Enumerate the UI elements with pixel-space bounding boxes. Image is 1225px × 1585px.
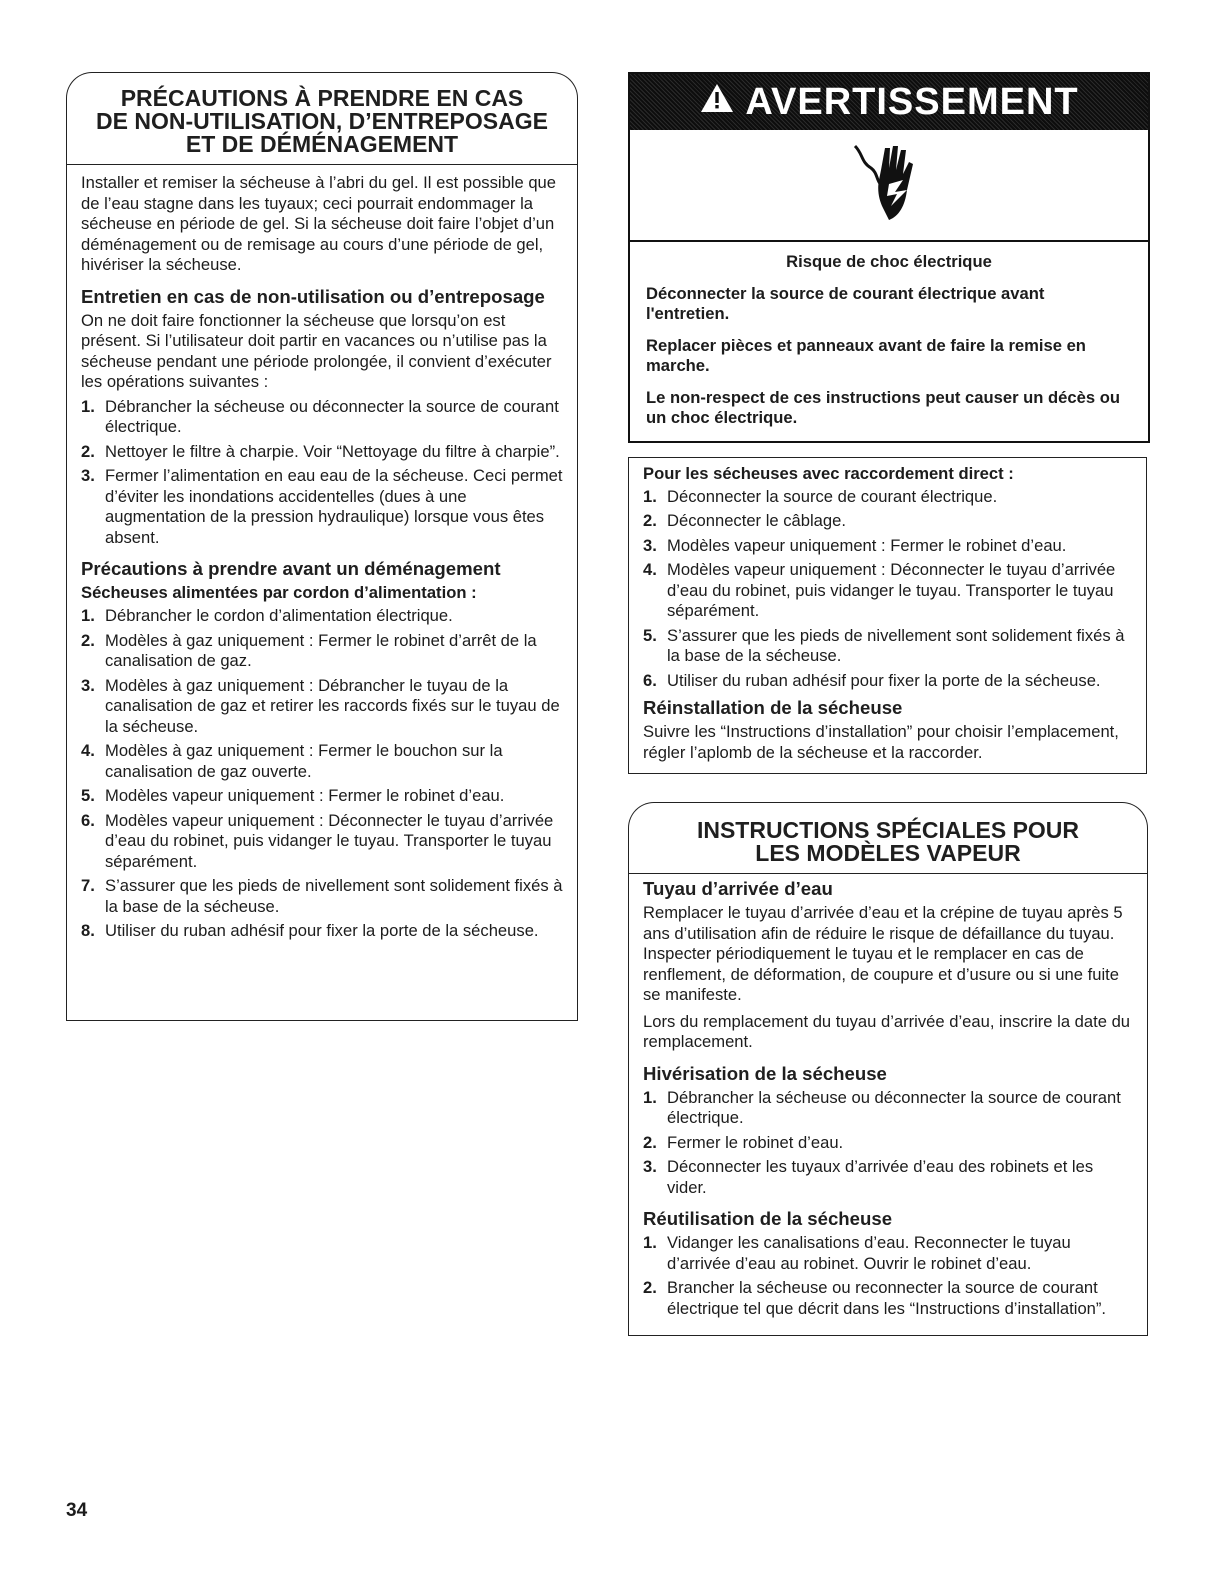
list-item	[643, 1233, 1133, 1274]
storage-title	[66, 72, 578, 164]
direct-title: Pour les sécheuses avec raccordement direct :	[643, 463, 1014, 483]
warning-box	[628, 72, 1150, 443]
item-text: Fermer l’alimentation en eau eau de la sécheuse. Ceci permet d’éviter les inondations accidentelles (dues à une augmentation de la pression hydraulique) lorsque vous êtes absent.	[105, 466, 563, 547]
item-text: Débrancher le cordon d’alimentation électrique.	[105, 606, 453, 625]
list-item	[81, 811, 563, 873]
item-number: 3.	[81, 466, 95, 485]
page-number: 34	[66, 1500, 88, 1521]
list-item	[81, 676, 563, 738]
item-number: 3.	[643, 535, 657, 555]
title-line: LES MODÈLES VAPEUR	[755, 840, 1021, 866]
storage-precautions-box	[66, 72, 578, 1021]
item-text: Modèles à gaz uniquement : Fermer le robinet d’arrêt de la canalisation de gaz.	[105, 630, 537, 670]
item-text: Fermer le robinet d’eau.	[667, 1132, 844, 1152]
list-item	[643, 1088, 1133, 1129]
item-text: Nettoyer le filtre à charpie. Voir “Nettoyage du filtre à charpie”.	[105, 441, 560, 461]
item-text: Débrancher la sécheuse ou déconnecter la source de courant électrique.	[105, 396, 559, 436]
item-number: 4.	[81, 741, 95, 760]
direct-connect-box	[628, 457, 1147, 775]
item-text: S’assurer que les pieds de nivellement sont solidement fixés à la base de la sécheuse.	[105, 876, 563, 916]
title-line: ET DE DÉMÉNAGEMENT	[185, 131, 459, 157]
item-number: 5.	[81, 786, 95, 805]
item-number: 5.	[643, 625, 657, 645]
list-item	[81, 466, 563, 548]
list-item	[643, 536, 1132, 557]
list-item	[643, 671, 1132, 692]
title-line: DE NON-UTILISATION, D’ENTREPOSAGE	[96, 108, 548, 134]
item-number: 2.	[643, 1278, 657, 1297]
list-item	[81, 876, 563, 917]
electric-shock-icon	[630, 130, 1148, 242]
list-item	[643, 1133, 1133, 1154]
section-heading: Précautions à prendre avant un déménagement	[81, 558, 501, 579]
section-heading: Entretien en cas de non-utilisation ou d’entreposage	[81, 285, 545, 307]
list-item	[643, 1278, 1133, 1319]
list-item	[643, 1157, 1133, 1198]
item-text: S’assurer que les pieds de nivellement sont solidement fixés à la base de la sécheuse.	[667, 625, 1125, 665]
item-number: 2.	[81, 441, 95, 461]
title-line: PRÉCAUTIONS À PRENDRE EN CAS	[120, 85, 524, 111]
item-number: 4.	[643, 560, 657, 579]
item-number: 2.	[643, 511, 657, 530]
item-number: 6.	[643, 670, 657, 690]
title-line: INSTRUCTIONS SPÉCIALES POUR	[696, 817, 1080, 843]
item-text: Modèles à gaz uniquement : Fermer le bouchon sur la canalisation de gaz ouverte.	[105, 741, 503, 781]
winterize-steps	[643, 1088, 1133, 1199]
list-item	[81, 786, 563, 807]
item-number: 8.	[81, 921, 95, 940]
item-text: Déconnecter le câblage.	[667, 511, 846, 530]
list-item	[81, 631, 563, 672]
section-heading: Tuyau d’arrivée d’eau	[643, 878, 833, 899]
list-item	[643, 560, 1132, 622]
warning-line: Déconnecter la source de courant électrique avant l'entretien.	[646, 283, 1045, 323]
item-text: Brancher la sécheuse ou reconnecter la source de courant électrique tel que décrit dans les “Instructions d’installation”.	[667, 1278, 1107, 1318]
reuse-steps	[643, 1233, 1133, 1319]
item-text: Modèles vapeur uniquement : Déconnecter le tuyau d’arrivée d’eau du robinet, puis vidanger le tuyau. Transporter le tuyau séparément.	[667, 560, 1116, 620]
steam-instructions-box	[628, 802, 1148, 1336]
item-number: 1.	[643, 486, 657, 506]
item-number: 1.	[81, 396, 95, 416]
list-item	[81, 606, 563, 627]
subsection-heading: Sécheuses alimentées par cordon d’alimentation :	[81, 583, 477, 602]
item-number: 1.	[643, 1233, 657, 1252]
reinstall-text: Suivre les “Instructions d’installation” pour choisir l’emplacement, régler l’aplomb de la sécheuse et la raccorder.	[643, 722, 1119, 762]
item-text: Modèles vapeur uniquement : Fermer le robinet d’eau.	[667, 535, 1067, 555]
item-text: Utiliser du ruban adhésif pour fixer la porte de la sécheuse.	[105, 921, 539, 940]
item-number: 3.	[81, 675, 95, 695]
hose-paragraph: Remplacer le tuyau d’arrivée d’eau et la crépine de tuyau après 5 ans d’utilisation afin de réduire le risque de défaillance du tuyau. Inspecter périodiquement le tuyau et le remplacer en cas de renflement, de déformation, de coupure et d’usure ou si une fuite se manifeste.	[643, 903, 1123, 1004]
item-text: Déconnecter les tuyaux d’arrivée d’eau des robinets et les vider.	[667, 1157, 1094, 1197]
item-text: Modèles vapeur uniquement : Déconnecter le tuyau d’arrivée d’eau du robinet, puis vidanger le tuyau. Transporter le tuyau séparément.	[105, 810, 554, 871]
moving-steps	[81, 606, 563, 942]
item-number: 6.	[81, 810, 95, 830]
warning-line: Replacer pièces et panneaux avant de faire la remise en marche.	[646, 335, 1086, 375]
list-item	[643, 511, 1132, 532]
item-text: Vidanger les canalisations d’eau. Reconnecter le tuyau d’arrivée d’eau au robinet. Ouvrir le robinet d’eau.	[667, 1233, 1071, 1273]
section-heading: Réinstallation de la sécheuse	[643, 697, 903, 718]
list-item	[643, 626, 1132, 667]
list-item	[81, 397, 563, 438]
hose-paragraph: Lors du remplacement du tuyau d’arrivée d’eau, inscrire la date du remplacement.	[643, 1011, 1131, 1051]
item-number: 1.	[643, 1087, 657, 1107]
section-heading: Hivérisation de la sécheuse	[643, 1062, 887, 1084]
item-text: Déconnecter la source de courant électrique.	[667, 486, 998, 506]
list-item	[81, 442, 563, 463]
risk-label: Risque de choc électrique	[786, 252, 992, 271]
warning-triangle-icon	[699, 81, 735, 124]
item-number: 3.	[643, 1157, 657, 1176]
item-text: Modèles vapeur uniquement : Fermer le robinet d’eau.	[105, 786, 505, 805]
intro-paragraph: Installer et remiser la sécheuse à l’abri du gel. Il est possible que de l’eau stagne dans les tuyaux; ceci pourrait endommager la sécheuse en période de gel. Si la sécheuse doit faire l’objet d’un déménagement ou de remisage au cours d’une période de gel, hivériser la sécheuse.	[81, 173, 557, 274]
item-text: Utiliser du ruban adhésif pour fixer la porte de la sécheuse.	[667, 670, 1101, 690]
section-intro: On ne doit faire fonctionner la sécheuse que lorsqu’on est présent. Si l’utilisateur doit partir en vacances ou n’utilise pas la sécheuse pendant une période prolongée, il convient d’exécuter les opérations suivantes :	[81, 310, 552, 391]
steam-title	[628, 802, 1148, 873]
direct-steps	[643, 487, 1132, 692]
warning-header	[630, 74, 1148, 130]
section-heading: Réutilisation de la sécheuse	[643, 1208, 893, 1229]
list-item	[643, 487, 1132, 508]
item-text: Débrancher la sécheuse ou déconnecter la source de courant électrique.	[667, 1087, 1121, 1127]
item-number: 1.	[81, 606, 95, 625]
warning-title: AVERTISSEMENT	[745, 80, 1079, 123]
item-number: 2.	[81, 630, 95, 650]
item-number: 7.	[81, 876, 95, 895]
item-number: 2.	[643, 1132, 657, 1152]
list-item	[81, 741, 563, 782]
item-text: Modèles à gaz uniquement : Débrancher le tuyau de la canalisation de gaz et retirer les raccords fixés sur le tuyau de la sécheuse.	[105, 675, 560, 736]
list-item	[81, 921, 563, 942]
warning-line: Le non-respect de ces instructions peut causer un décès ou un choc électrique.	[646, 387, 1120, 427]
maintenance-steps	[81, 397, 563, 549]
right-column	[628, 72, 1148, 1336]
